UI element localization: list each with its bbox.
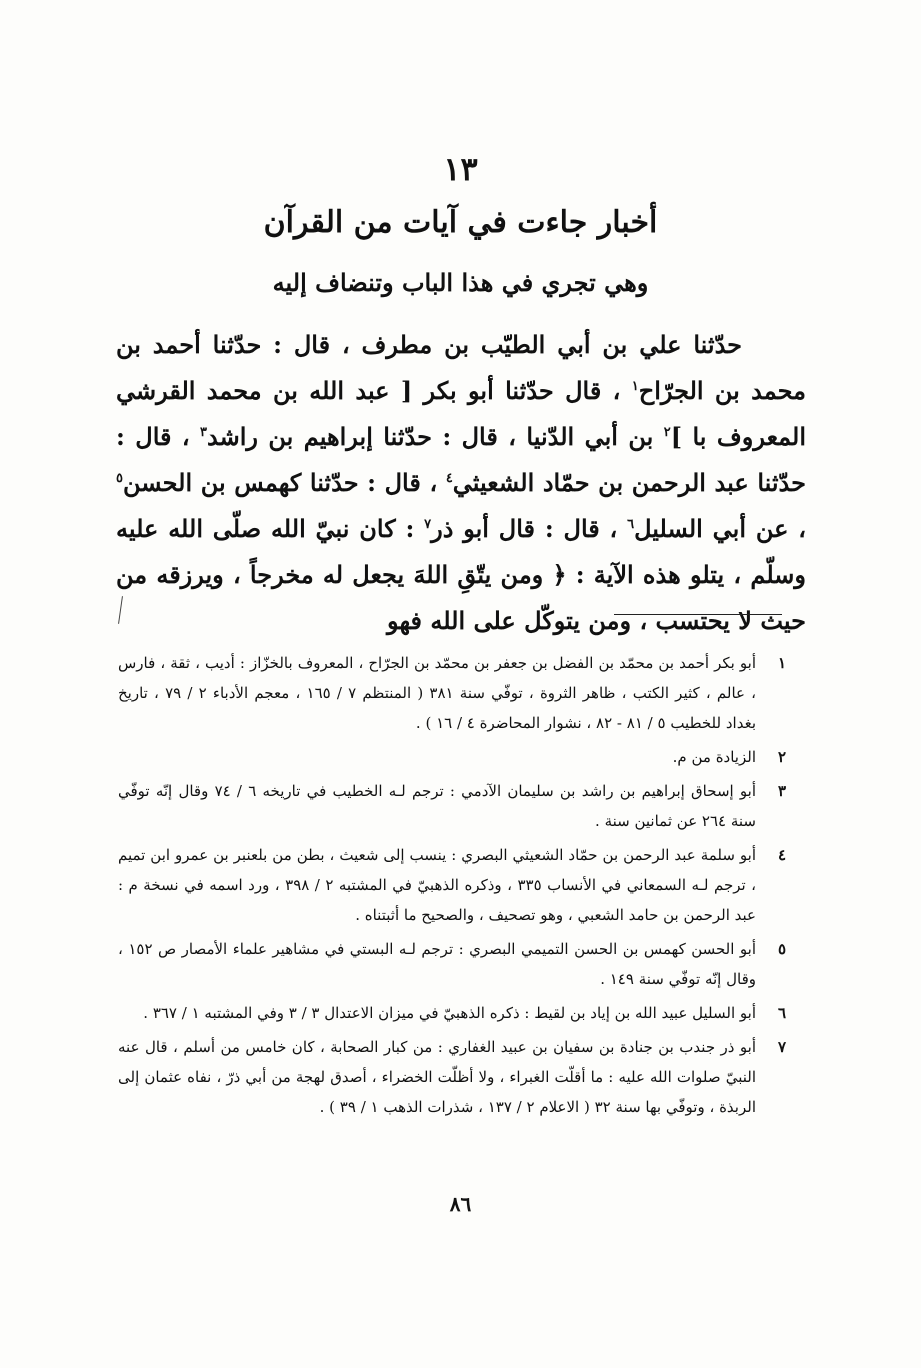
footnote-number: ٦	[777, 1004, 786, 1022]
chapter-subtitle: وهي تجري في هذا الباب وتنضاف إليه	[272, 268, 649, 297]
text-segment-6: ، عن أبي السليل	[634, 514, 806, 543]
footnotes-section	[118, 648, 786, 1126]
text-segment-2: ، قال حدّثنا أبو بكر [ عبد الله بن محمد القرشي المعروف با ]	[116, 376, 806, 451]
footnote-4	[118, 840, 786, 930]
footnote-separator	[614, 614, 782, 615]
footnote-3	[118, 776, 786, 836]
footnote-number: ٢	[777, 748, 786, 766]
footnote-text: أبو بكر أحمد بن محمّد بن الفضل بن جعفر بن محمّد بن الجرّاح ، المعروف بالخزّاز : أديب ، ثقة ، فارس ، عالم ، كثير الكتب ، ظاهر الثروة ، توفّي سنة ٣٨١ ( المنتظم ٧ / ١٦٥ ، معجم الأدباء ٢ / ٧٩ ، تاريخ بغداد للخطيب ٥ / ٨١ - ٨٢ ، نشوار المحاضرة ٤ / ١٦ ) .	[118, 654, 757, 732]
footnote-ref-2[interactable]: ٢	[663, 425, 671, 440]
chapter-title: أخبار جاءت في آيات من القرآن	[263, 205, 658, 240]
footnote-number: ٤	[777, 846, 786, 864]
footnote-number: ٣	[777, 782, 786, 800]
text-segment-4: ، قال : حدّثنا عبد الرحمن بن حمّاد الشعيثي	[116, 422, 806, 497]
text-segment-7: ، قال : قال أبو ذر	[431, 514, 628, 543]
text-segment-3: بن أبي الدّنيا ، قال : حدّثنا إبراهيم بن راشد	[207, 422, 664, 451]
footnote-ref-3[interactable]: ٣	[200, 425, 208, 440]
text-segment-5: ، قال : حدّثنا كهمس بن الحسن	[122, 468, 446, 497]
main-text-paragraph	[116, 322, 806, 644]
footnote-ref-6[interactable]: ٦	[627, 517, 635, 532]
footnote-text: أبو السليل عبيد الله بن إياد بن لقيط : ذكره الذهبيّ في ميزان الاعتدال ٣ / ٣ وفي المشتبه ١ / ٣٦٧ .	[143, 1004, 756, 1022]
footnote-text: أبو الحسن كهمس بن الحسن التميمي البصري : ترجم لـه البستي في مشاهير علماء الأمصار ص ١٥٢ ، وقال إنّه توفّي سنة ١٤٩ .	[118, 940, 757, 988]
footnote-text: أبو سلمة عبد الرحمن بن حمّاد الشعيثي البصري : ينسب إلى شعيث ، بطن من بلعنبر بن عمرو ابن تميم ، ترجم لـه السمعاني في الأنساب ٣٣٥ ، وذكره الذهبيّ في المشتبه ٢ / ٣٩٨ ، ورد اسمه في نسخة م : عبد الرحمن بن حامد الشعبي ، وهو تصحيف ، والصحيح ما أثبتناه .	[118, 846, 756, 924]
footnote-7	[118, 1032, 786, 1122]
footnote-text: أبو إسحاق إبراهيم بن راشد بن سليمان الآدمي : ترجم لـه الخطيب في تاريخه ٦ / ٧٤ وقال إنّه توفّي سنة ٢٦٤ عن ثمانين سنة .	[118, 782, 756, 830]
footnote-number: ١	[777, 654, 786, 672]
footnote-ref-7[interactable]: ٧	[424, 517, 432, 532]
chapter-number: ١٣	[443, 150, 478, 188]
text-segment-1: حدّثنا علي بن أبي الطيّب بن مطرف ، قال : حدّثنا أحمد بن محمد بن الجرّاح	[116, 330, 807, 405]
footnote-1	[118, 648, 786, 738]
footnote-5	[118, 934, 786, 994]
footnote-text: الزيادة من م.	[672, 748, 756, 766]
text-segment-8: : كان نبيّ الله صلّى الله عليه وسلّم ، يتلو هذه الآية : ﴿ ومن يتّقِ اللهَ يجعل له مخرجاً ، ويرزقه من حيث لا يحتسب ، ومن يتوكّل على الله فهو	[116, 514, 806, 635]
footnote-number: ٧	[777, 1038, 786, 1056]
footnote-text: أبو ذر جندب بن جنادة بن سفيان بن عبيد الغفاري : من كبار الصحابة ، كان خامس من أسلم ، قال عنه النبيّ صلوات الله عليه : ما أقلّت الغبراء ، ولا أظلّت الخضراء ، أصدق لهجة من أبي ذرّ ، نفاه عثمان إلى الربذة ، وتوفّي بها سنة ٣٢ ( الاعلام ٢ / ١٣٧ ، شذرات الذهب ١ / ٣٩ ) .	[118, 1038, 756, 1116]
footnote-ref-5[interactable]: ٥	[116, 471, 123, 486]
footnote-number: ٥	[777, 940, 786, 958]
footnote-2	[118, 742, 786, 772]
footnote-6	[118, 998, 786, 1028]
footnote-ref-1[interactable]: ١	[631, 379, 639, 394]
footnote-ref-4[interactable]: ٤	[445, 471, 453, 486]
page-number: ٨٦	[449, 1192, 472, 1216]
